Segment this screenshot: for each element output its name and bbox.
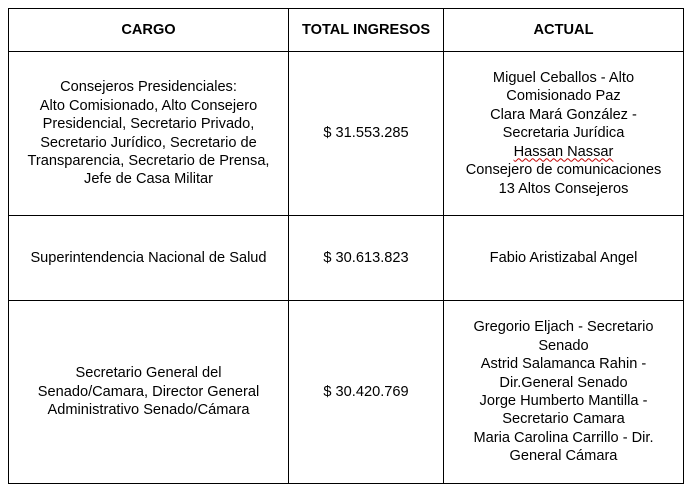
actual-line: Clara Mará González - (490, 106, 637, 123)
actual-line: General Cámara (509, 448, 618, 465)
table-row (9, 216, 684, 301)
actual-line: Secretaria Jurídica (502, 125, 625, 142)
header-actual: ACTUAL (444, 9, 684, 52)
actual-line (450, 143, 677, 161)
actual-line: Fabio Aristizabal Angel (489, 249, 638, 266)
actual-line: 13 Altos Consejeros (498, 180, 629, 197)
cargo-line: Alto Comisionado, Alto Consejero (39, 97, 258, 114)
actual-line: Consejero de comunicaciones (465, 162, 662, 179)
cell-actual (444, 301, 684, 484)
table-row (9, 52, 684, 216)
actual-line: Jorge Humberto Mantilla - (479, 393, 648, 409)
cell-cargo (9, 216, 289, 301)
actual-line: Senado (538, 337, 589, 354)
cell-total-ingresos: $ 30.420.769 (289, 301, 444, 484)
actual-line: Astrid Salamanca Rahin - (480, 356, 647, 373)
salary-table (8, 8, 684, 484)
header-total-ingresos: TOTAL INGRESOS (289, 9, 444, 52)
cargo-line: Consejeros Presidenciales: (60, 79, 237, 96)
cell-actual (444, 216, 684, 301)
actual-line: Dir.General Senado (499, 374, 628, 391)
cargo-line: Jefe de Casa Militar (84, 171, 213, 188)
actual-line: Miguel Ceballos - Alto (492, 70, 635, 87)
header-row (9, 9, 684, 52)
cargo-line: Secretario General del (75, 365, 222, 382)
header-cargo: CARGO (9, 9, 289, 52)
cargo-line: Superintendencia Nacional de Salud (30, 249, 267, 266)
table-row (9, 301, 684, 484)
cargo-line: Transparencia, Secretario de Prensa, (27, 152, 270, 169)
spellcheck-flagged-text: Hassan Nassar (513, 143, 614, 160)
cargo-line: Secretario Jurídico, Secretario de (40, 134, 257, 151)
cell-cargo (9, 301, 289, 484)
actual-line: Comisionado Paz (506, 88, 621, 105)
cargo-line: Presidencial, Secretario Privado, (42, 116, 255, 133)
cell-actual (444, 52, 684, 216)
actual-line: Secretario Camara (502, 411, 625, 428)
cargo-line: Senado/Camara, Director General (37, 383, 260, 400)
cell-total-ingresos: $ 31.553.285 (289, 52, 444, 216)
actual-line: Maria Carolina Carrillo - Dir. (473, 429, 654, 446)
cargo-line: Administrativo Senado/Cámara (47, 402, 250, 419)
actual-line: Gregorio Eljach - Secretario (473, 319, 654, 336)
cell-cargo (9, 52, 289, 216)
cell-total-ingresos: $ 30.613.823 (289, 216, 444, 301)
